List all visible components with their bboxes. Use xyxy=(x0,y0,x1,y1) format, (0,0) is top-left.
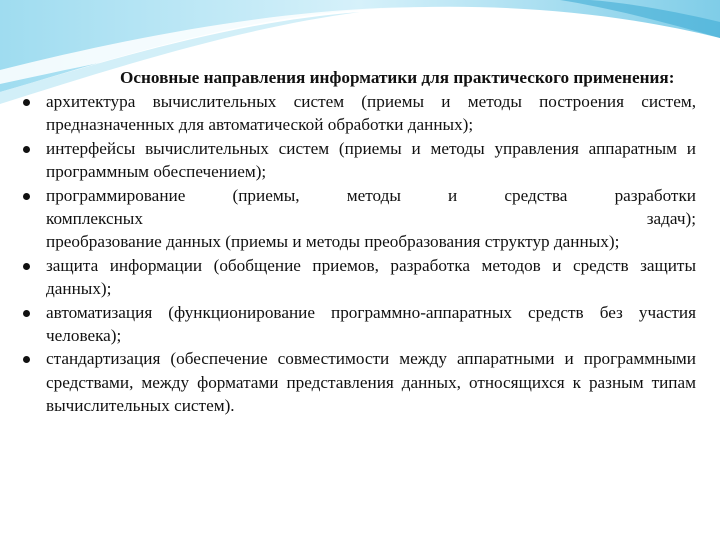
slide-heading: Основные направления информатики для практического применения: xyxy=(120,68,675,87)
list-item-text: стандартизация (обеспечение совместимости между аппаратными и программными средствами, между форматами представления данных, относящихся к разным типам вычислительных систем). xyxy=(46,349,696,416)
list-item-text: защита информации (обобщение приемов, разработка методов и средств защиты данных); xyxy=(46,255,696,299)
bullet-icon xyxy=(23,99,30,106)
bullet-icon xyxy=(23,356,30,363)
bullet-icon xyxy=(23,146,30,153)
list-item-interfaces xyxy=(22,137,696,184)
list-item-protection xyxy=(22,254,696,301)
list-item-text-line: программирование (приемы, методы и средства разработки xyxy=(46,185,696,205)
list-item-continuation: преобразование данных (приемы и методы преобразования структур данных); xyxy=(46,232,620,252)
bullet-icon xyxy=(23,310,30,317)
list-item-programming xyxy=(22,184,696,254)
list-item-standardization xyxy=(22,347,696,417)
list-item-automation xyxy=(22,301,696,348)
bullet-icon xyxy=(23,193,30,200)
list-item-text: интерфейсы вычислительных систем (приемы и методы управления аппаратным и программным обеспечением); xyxy=(46,138,696,182)
list-item-text: архитектура вычислительных систем (приемы и методы построения систем, предназначенных для автоматической обработки данных); xyxy=(46,92,696,135)
list-item-text-line: комплексных задач); xyxy=(46,209,696,229)
bullet-icon xyxy=(23,263,30,270)
list-item-text: автоматизация (функционирование программно-аппаратных средств без участия человека); xyxy=(46,302,696,346)
directions-list xyxy=(22,90,696,418)
slide-content xyxy=(22,66,696,418)
list-item-architecture xyxy=(22,90,696,137)
